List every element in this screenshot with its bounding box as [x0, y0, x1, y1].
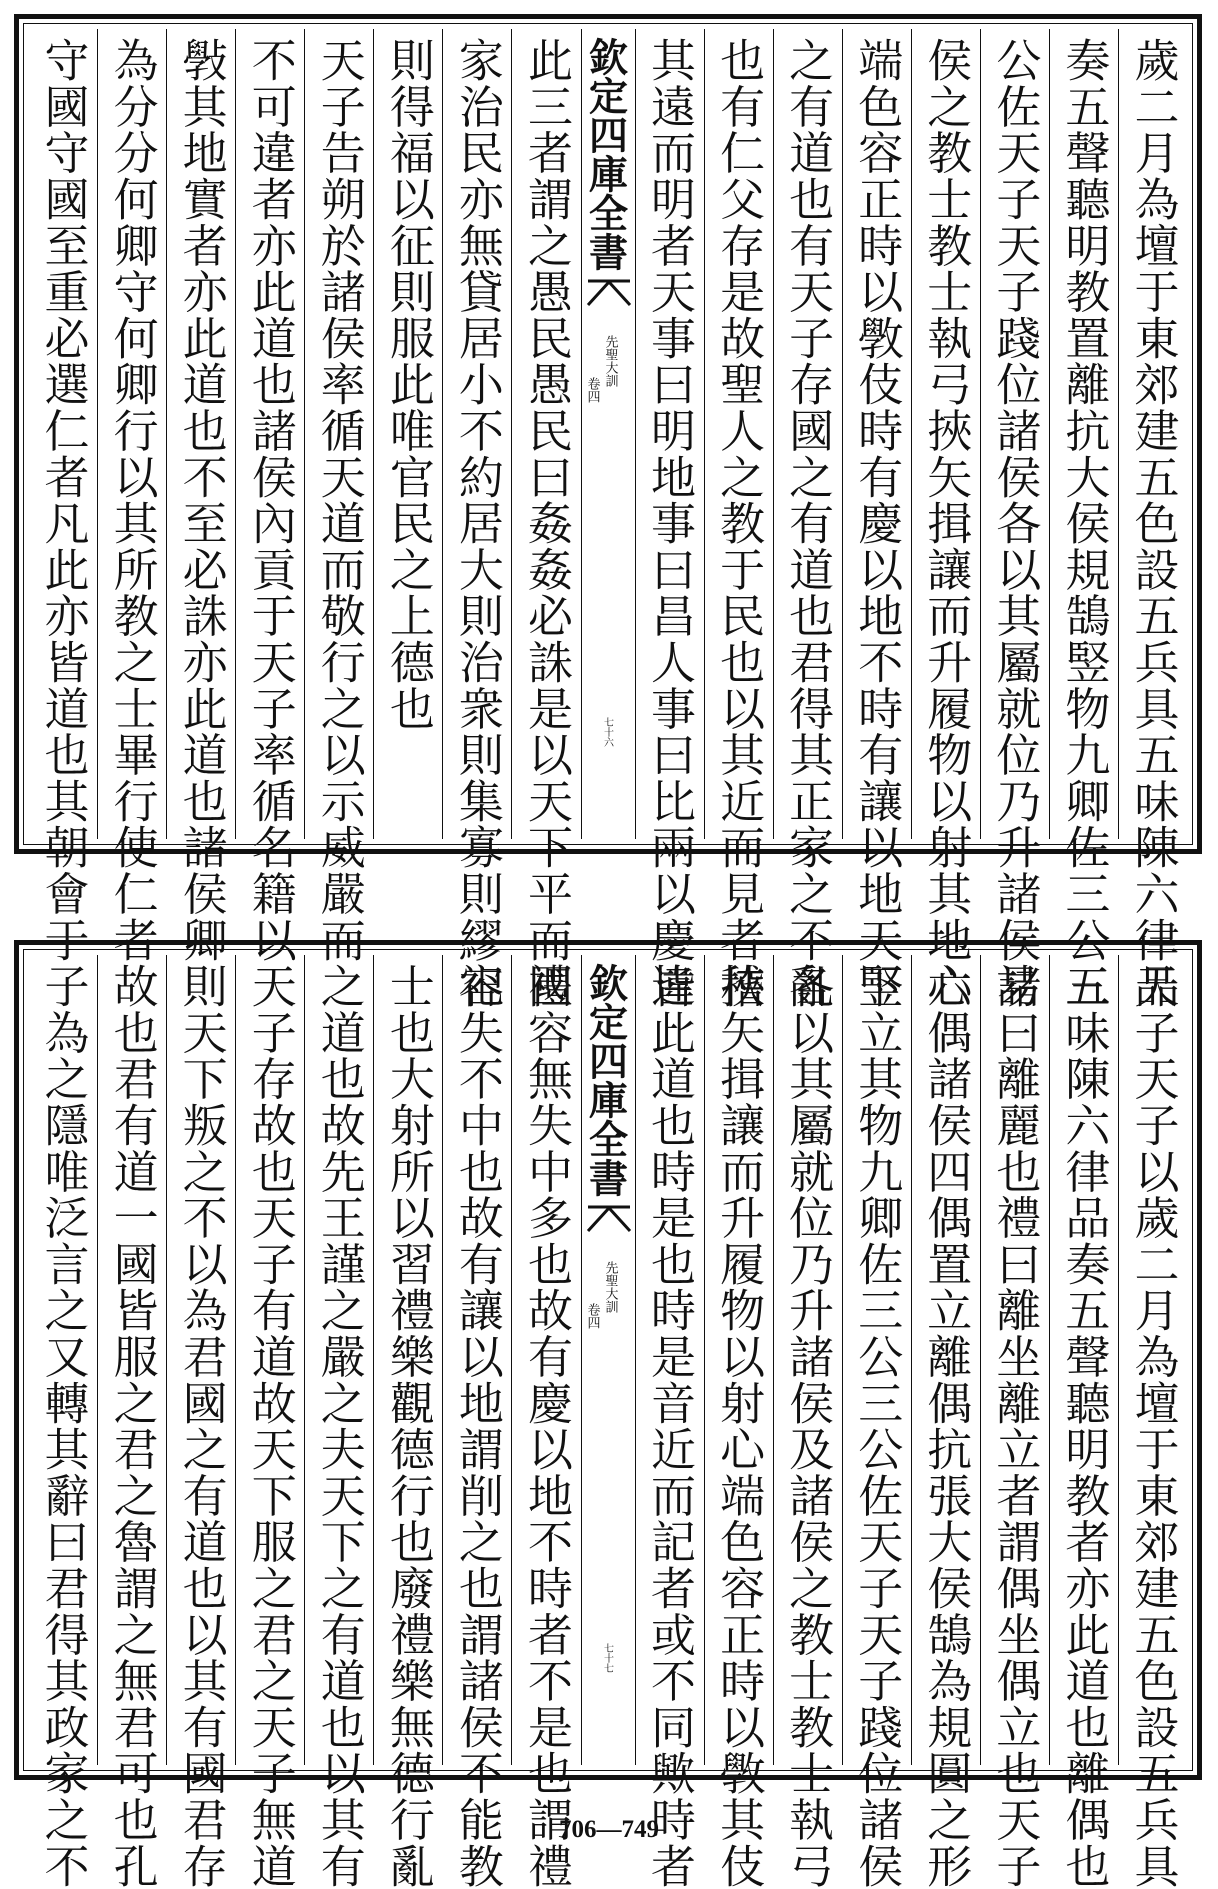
work-title: 先聖大訓: [602, 1261, 618, 1313]
column-text: 之道也故先王謹之嚴之夫天下之有道也以其有: [312, 963, 366, 1889]
top-page-frame: [14, 14, 1202, 1010]
fold-banner: [581, 955, 635, 1765]
page-number: 706—749: [559, 1816, 659, 1843]
column-text: 歲二月為壇于東郊建五色設五兵具五味陳六律品: [1126, 37, 1180, 1010]
text-column: [1118, 29, 1187, 1010]
column-text: 故也君有道一國皆服之君之魯謂之無君可也孔: [105, 963, 159, 1889]
column-text: 斅其地實者亦此道也不至必誅亦此道也諸侯卿: [174, 37, 228, 963]
text-column: [166, 955, 235, 1889]
fish-tail-ornament-icon: [586, 279, 632, 307]
text-column: [773, 955, 842, 1889]
column-text: 易曰離麗也禮曰離坐離立者謂偶坐偶立也天子: [988, 963, 1042, 1889]
text-column: [235, 955, 304, 1889]
column-text: 其遠而明者天事曰明地事曰昌人事曰比兩以慶違: [643, 37, 697, 1010]
text-column: [980, 29, 1049, 1010]
column-text: 天子告朔於諸侯率循天道而敬行之以示威嚴而: [312, 37, 366, 963]
text-column: [511, 29, 580, 1010]
text-column: [635, 955, 704, 1889]
folio-number: 七十七: [601, 1643, 613, 1673]
text-column: [442, 955, 511, 1889]
fold-banner: [581, 29, 635, 839]
top-page-columns: [29, 29, 1187, 1010]
text-column: [29, 29, 97, 963]
text-column: [97, 955, 166, 1889]
text-column: [235, 29, 304, 963]
text-column: [304, 955, 373, 1889]
folio-number: 七十六: [601, 717, 613, 747]
column-text: 公佐天子天子踐位諸侯各以其屬就位乃升諸侯諸: [988, 37, 1042, 1010]
column-text: 守國守國至重必選仁者凡此亦皆道也其朝會于: [36, 37, 90, 963]
column-text: 則得福以征則服此唯官民之上德也: [381, 37, 435, 732]
column-text: 容失不中也故有讓以地謂削之也謂諸侯不能教: [450, 963, 504, 1889]
text-column: [373, 29, 442, 839]
text-column: [511, 955, 580, 1889]
collection-title: 欽定四庫全書: [582, 37, 629, 271]
text-column: [635, 29, 704, 1010]
text-column: [29, 955, 97, 1889]
column-text: 六偶諸侯四偶置立離偶抗張大侯鵠為規圓之形: [919, 963, 973, 1889]
text-column: [842, 955, 911, 1889]
column-text: 不可違者亦此道也諸侯內貢于天子率循名籍以: [243, 37, 297, 963]
column-text: 則天下叛之不以為君國之有道也以其有國君存: [174, 963, 228, 1889]
column-text: 天子存故也天子有道故天下服之君之天子無道: [243, 963, 297, 1889]
fish-tail-ornament-icon: [586, 1205, 632, 1233]
work-title: 先聖大訓: [602, 335, 618, 387]
juan-label: 卷四: [584, 377, 600, 403]
column-text: 五味陳六律品奏五聲聽明教者亦此道也離偶也: [1057, 963, 1111, 1889]
column-text: 各以其屬就位乃升諸侯及諸侯之教士教士執弓: [781, 963, 835, 1889]
column-text: 奏五聲聽明教置離抗大侯規鵠竪物九卿佐三公三: [1057, 37, 1111, 1010]
text-column: [980, 955, 1049, 1889]
column-text: 家治民亦無貸居小不約居大則治衆則集寡則繆祀: [450, 37, 504, 1010]
column-text: 端色容正時以斆伎時有慶以地不時有讓以地天下: [850, 37, 904, 1010]
text-column: [704, 29, 773, 1010]
text-column: [842, 29, 911, 1010]
column-text: 竪立其物九卿佐三公三公佐天子天子踐位諸侯: [850, 963, 904, 1889]
text-column: [97, 29, 166, 963]
text-column: [773, 29, 842, 1010]
column-text: 士也大射所以習禮樂觀德行也廢禮樂無德行亂: [381, 963, 435, 1889]
column-text: 侯之教士教士執弓挾矢揖讓而升履物以射其地心: [919, 37, 973, 1010]
collection-title: 欽定四庫全書: [582, 963, 629, 1197]
column-text: 皆此道也時是也時是音近而記者或不同歟時者: [643, 963, 697, 1889]
text-column: [1118, 955, 1187, 1889]
text-column: [911, 29, 980, 1010]
column-text: 之有道也有天子存國之有道也君得其正家之不亂: [781, 37, 835, 1010]
text-column: [442, 29, 511, 1010]
column-text: 天子天子以歲二月為壇于東郊建五色設五兵具: [1126, 963, 1180, 1889]
text-column: [373, 955, 442, 1889]
column-text: 禮容無失中多也故有慶以地不時者不是也謂禮: [519, 963, 573, 1889]
column-text: 子為之隱唯泛言之又轉其辭曰君得其政家之不: [36, 963, 90, 1889]
column-text: 此三者謂之愚民愚民曰姦姦必誅是以天下平而國: [519, 37, 573, 1010]
text-column: [911, 955, 980, 1889]
juan-label: 卷四: [584, 1303, 600, 1329]
column-text: 為分分何卿守何卿行以其所教之士畢行使仁者: [105, 37, 159, 963]
text-column: [1049, 29, 1118, 1010]
column-text: 也有仁父存是故聖人之教于民也以其近而見者稽: [712, 37, 766, 1010]
text-column: [166, 29, 235, 963]
text-column: [704, 955, 773, 1889]
text-column: [304, 29, 373, 963]
column-text: 挾矢揖讓而升履物以射心端色容正時以斆其伎: [712, 963, 766, 1889]
text-column: [1049, 955, 1118, 1889]
